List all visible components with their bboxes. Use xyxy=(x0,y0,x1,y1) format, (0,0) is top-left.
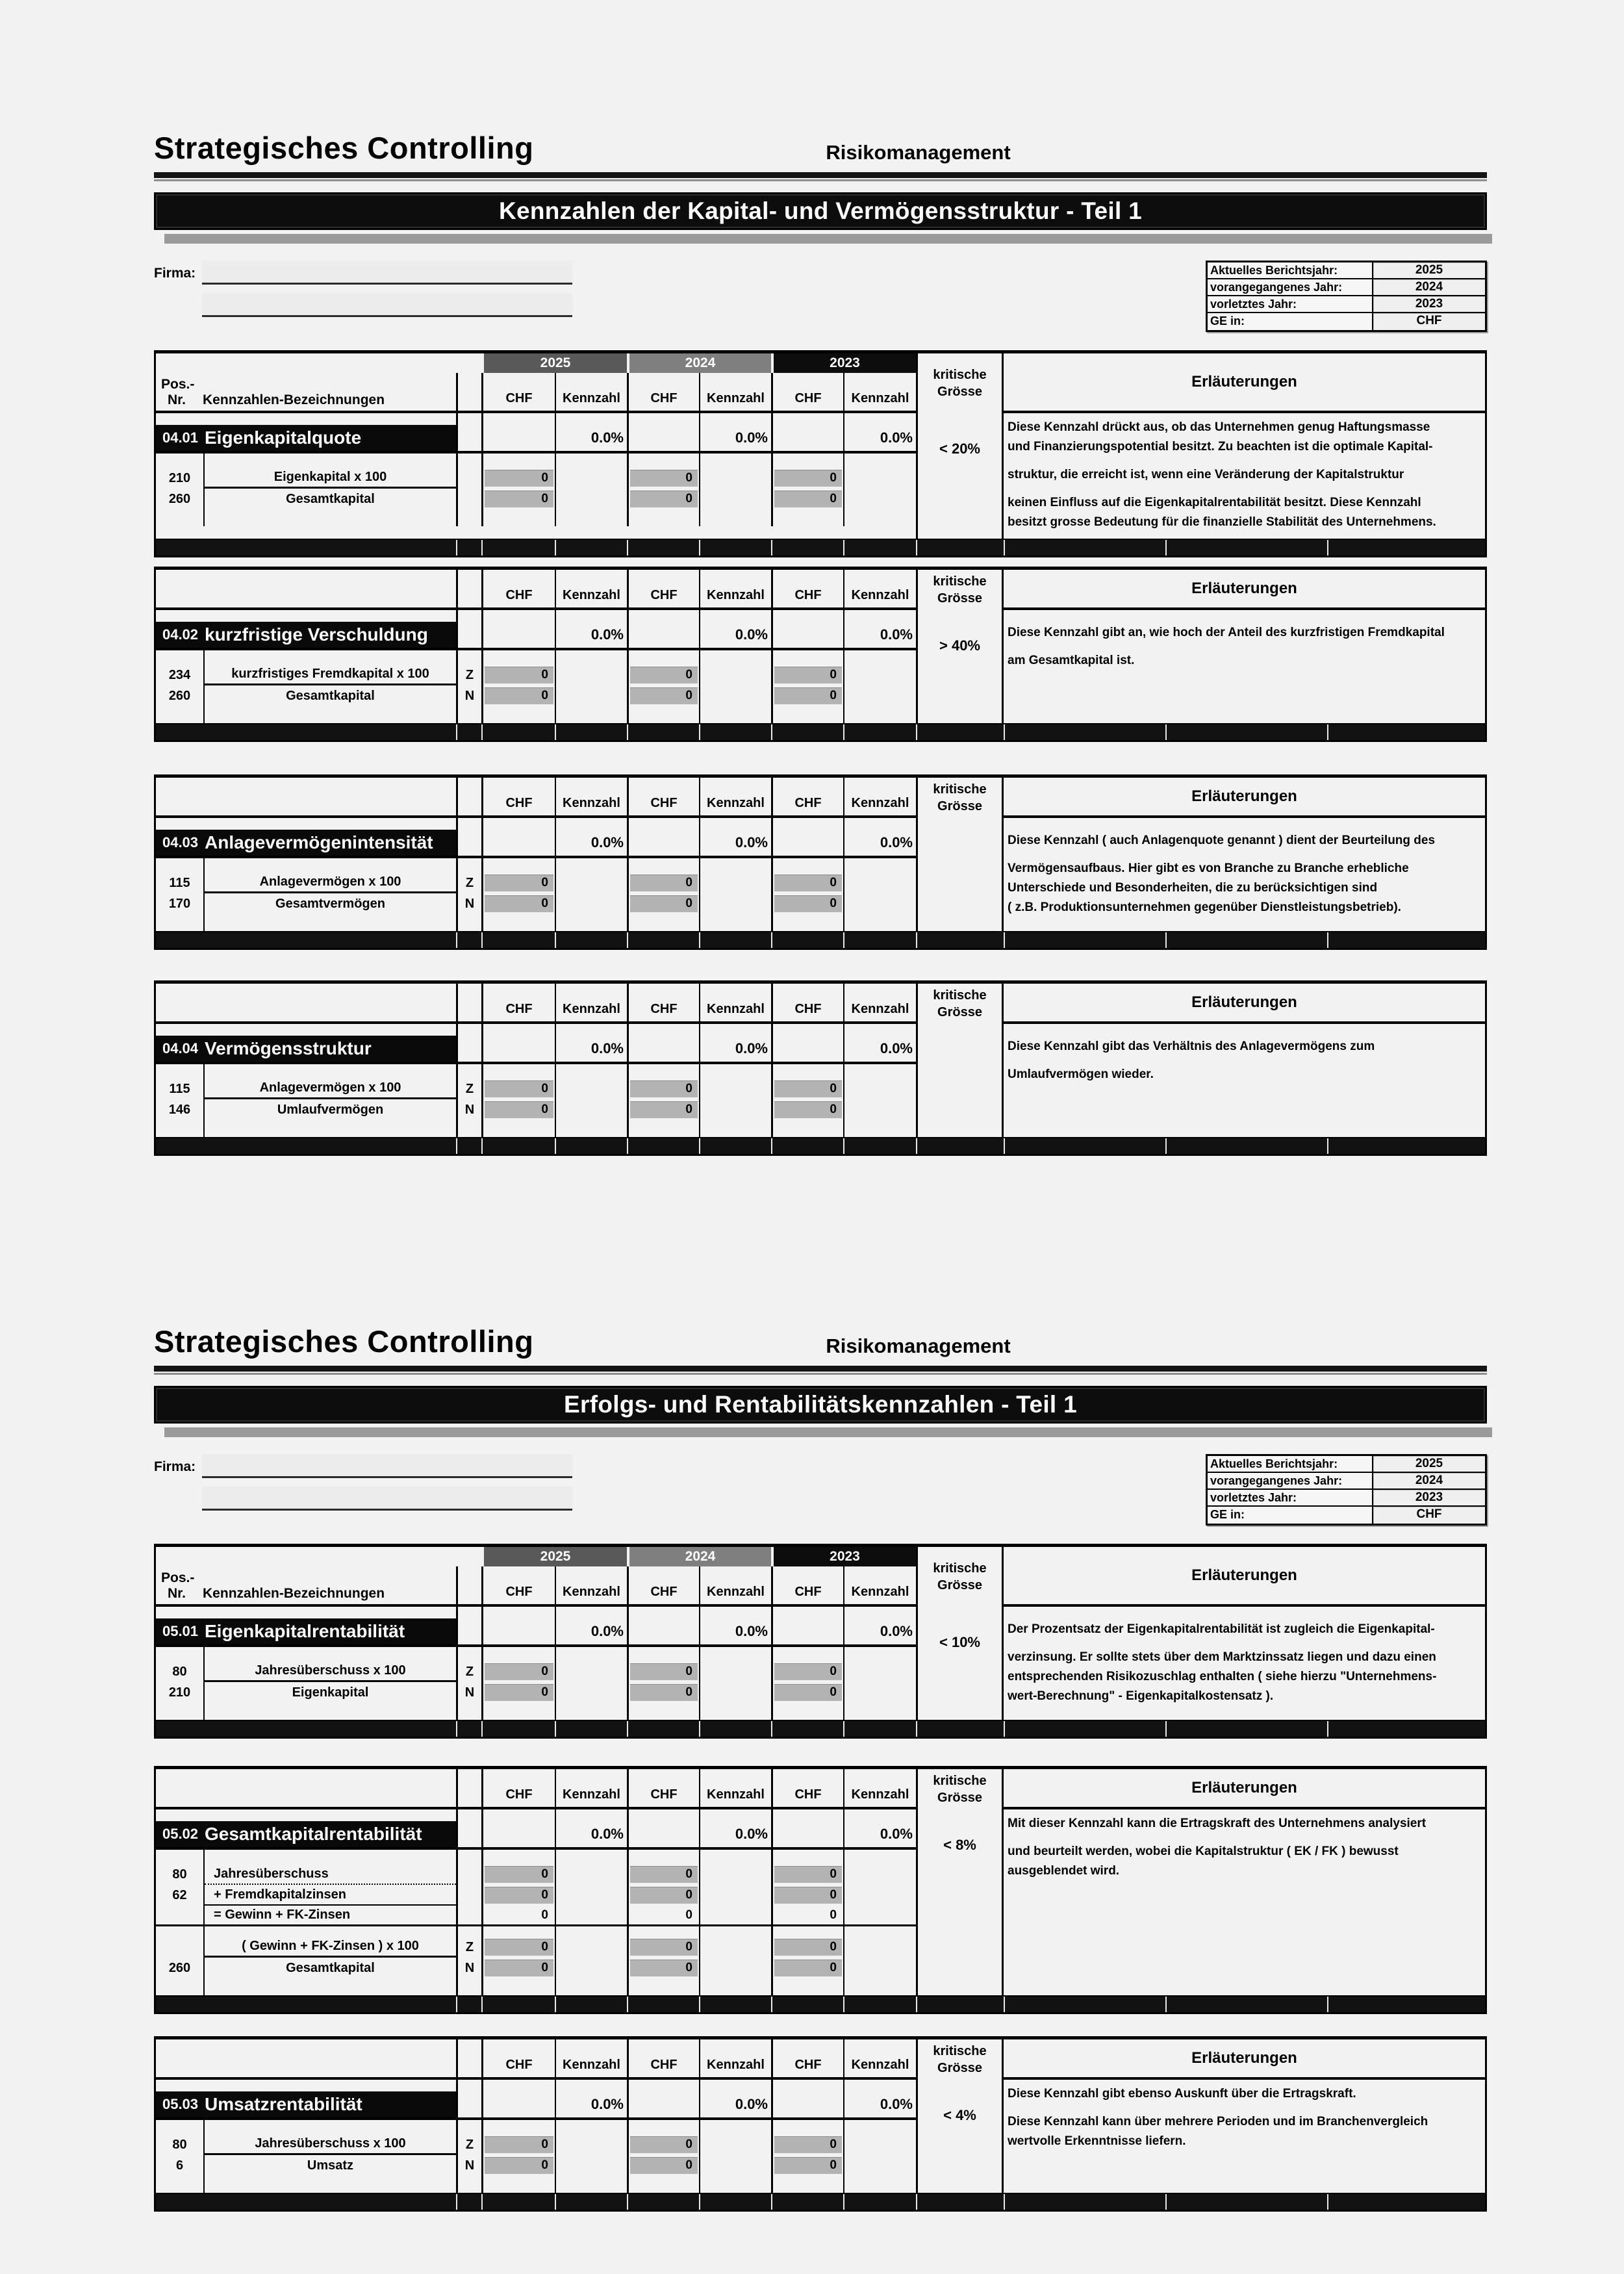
section-title-block xyxy=(156,1618,456,1644)
input-cell-2024[interactable]: 0 xyxy=(630,1939,698,1956)
section-pos: 04.04 xyxy=(162,1040,199,1056)
col-header-nr: Nr. xyxy=(168,1586,186,1601)
col-header-chf: CHF xyxy=(627,373,699,411)
col-header-chf: CHF xyxy=(627,1566,699,1604)
info-label: vorletztes Jahr: xyxy=(1208,1490,1373,1505)
row-pos: 170 xyxy=(156,893,205,914)
row-pos: 115 xyxy=(156,873,205,893)
section-04.01 xyxy=(154,350,1487,557)
col-header-kennzahl: Kennzahl xyxy=(555,778,627,815)
firma-input-line1[interactable] xyxy=(202,261,572,285)
firma-input-line2[interactable] xyxy=(202,293,572,317)
input-cell-2023[interactable]: 0 xyxy=(774,1684,842,1701)
section-title: Vermögensstruktur xyxy=(205,1038,372,1058)
col-header-chf: CHF xyxy=(481,2039,555,2077)
banner-shadow xyxy=(164,1427,1492,1437)
input-cell-2025[interactable]: 0 xyxy=(485,1663,553,1680)
zaehler-nenner-flag: N xyxy=(456,1682,481,1703)
row-pos: 62 xyxy=(156,1885,205,1906)
input-cell-2025[interactable]: 0 xyxy=(485,2157,553,2174)
page-header xyxy=(154,1323,1487,1359)
col-header-pos: Pos.- xyxy=(161,1570,195,1585)
col-header-kritische-groesse: kritische Grösse xyxy=(933,1561,987,1592)
critical-value: < 10% xyxy=(939,1634,980,1650)
kennzahl-value-2025: 0.0% xyxy=(555,2091,627,2117)
info-value[interactable]: 2024 xyxy=(1373,1473,1485,1488)
info-value[interactable]: 2024 xyxy=(1373,279,1485,295)
col-header-kennzahl: Kennzahl xyxy=(699,1769,771,1807)
zaehler-nenner-flag: Z xyxy=(456,873,481,893)
col-header-chf: CHF xyxy=(771,778,843,815)
kennzahl-value-2025: 0.0% xyxy=(555,1618,627,1644)
col-header-kennzahl: Kennzahl xyxy=(843,2039,916,2077)
col-header-chf: CHF xyxy=(771,2039,843,2077)
section-pos: 04.02 xyxy=(162,626,199,643)
col-header-chf: CHF xyxy=(627,778,699,815)
input-cell-2025[interactable]: 0 xyxy=(485,1960,553,1976)
col-header-kennzahl: Kennzahl xyxy=(843,570,916,607)
row-label: + Fremdkapitalzinsen xyxy=(205,1885,456,1906)
col-header-kritische-groesse: kritische Grösse xyxy=(933,368,987,399)
row-label: Anlagevermögen x 100 xyxy=(205,1079,456,1099)
firma-fields xyxy=(202,1454,572,1519)
row-pos: 115 xyxy=(156,1079,205,1099)
row-pos: 210 xyxy=(156,1682,205,1703)
col-header-chf: CHF xyxy=(481,373,555,411)
section-title-block xyxy=(156,1036,456,1062)
row-pos xyxy=(156,1906,205,1926)
report-year-table xyxy=(1206,261,1487,332)
col-header-nr: Nr. xyxy=(168,392,186,407)
section-04.02 xyxy=(154,567,1487,742)
input-cell-2024[interactable]: 0 xyxy=(630,667,698,683)
critical-value xyxy=(918,1024,1002,1051)
col-header-kennzahl: Kennzahl xyxy=(843,373,916,411)
col-header-kennzahl: Kennzahl xyxy=(555,1566,627,1604)
col-header-kritische-groesse: kritische Grösse xyxy=(933,782,987,813)
col-header-chf: CHF xyxy=(771,1566,843,1604)
section-title-block xyxy=(156,1821,456,1847)
col-header-kritische-groesse: kritische Grösse xyxy=(933,574,987,606)
row-pos: 6 xyxy=(156,2155,205,2176)
row-label: Umsatz xyxy=(307,2158,354,2173)
col-header-chf: CHF xyxy=(481,778,555,815)
input-cell-2023[interactable]: 0 xyxy=(774,1939,842,1956)
input-cell-2025[interactable]: 0 xyxy=(485,2136,553,2153)
kennzahl-value-2025: 0.0% xyxy=(555,425,627,451)
page-header xyxy=(154,130,1487,166)
year-band xyxy=(156,1547,916,1566)
info-label: GE in: xyxy=(1208,313,1373,330)
col-header-erlaeuterungen: Erläuterungen xyxy=(1004,353,1485,413)
input-cell-2025[interactable]: 0 xyxy=(485,875,553,891)
row-pos: 260 xyxy=(156,685,205,706)
info-value[interactable]: 2025 xyxy=(1373,262,1485,278)
info-label: vorletztes Jahr: xyxy=(1208,296,1373,312)
kennzahl-value-2023: 0.0% xyxy=(843,1821,916,1847)
app-title: Strategisches Controlling xyxy=(154,1324,534,1359)
kennzahl-value-2025: 0.0% xyxy=(555,1036,627,1062)
section-footer-bar xyxy=(156,723,1485,740)
section-title-block xyxy=(156,2091,456,2117)
zaehler-nenner-flag xyxy=(456,1885,481,1906)
module-title: Risikomanagement xyxy=(826,1335,1011,1357)
section-05.03 xyxy=(154,2036,1487,2212)
input-cell-2025[interactable]: 0 xyxy=(485,470,553,487)
report-year-row xyxy=(1208,1473,1485,1490)
info-value[interactable]: CHF xyxy=(1373,313,1485,330)
col-header-chf: CHF xyxy=(627,1769,699,1807)
section-title: Umsatzrentabilität xyxy=(205,2094,362,2114)
col-header-erlaeuterungen: Erläuterungen xyxy=(1004,1769,1485,1809)
firma-label: Firma: xyxy=(154,1459,196,1474)
input-cell-2023[interactable]: 0 xyxy=(774,1101,842,1118)
input-cell-2023[interactable]: 0 xyxy=(774,1080,842,1097)
page-kapital-vermoegensstruktur xyxy=(154,130,1487,1156)
input-cell-2023[interactable]: 0 xyxy=(774,491,842,507)
col-header-kennzahl: Kennzahl xyxy=(699,373,771,411)
section-pos: 04.03 xyxy=(162,834,199,850)
col-header-kennzahl: Kennzahl xyxy=(843,778,916,815)
kennzahl-value-2023: 0.0% xyxy=(843,1618,916,1644)
section-pos: 04.01 xyxy=(162,429,199,446)
col-header-kritische-groesse: kritische Grösse xyxy=(933,2044,987,2075)
input-cell-2025[interactable]: 0 xyxy=(485,1939,553,1956)
section-05.01 xyxy=(154,1544,1487,1739)
row-label: Gesamtkapital xyxy=(286,688,375,703)
info-value[interactable]: 2023 xyxy=(1373,296,1485,312)
col-header-erlaeuterungen: Erläuterungen xyxy=(1004,1547,1485,1607)
input-cell-2023[interactable]: 0 xyxy=(774,875,842,891)
input-cell-2024[interactable]: 0 xyxy=(630,2157,698,2174)
section-04.04 xyxy=(154,980,1487,1156)
zaehler-nenner-flag xyxy=(456,1906,481,1926)
col-header-bezeichnungen: Kennzahlen-Bezeichnungen xyxy=(203,1586,385,1601)
col-header-erlaeuterungen: Erläuterungen xyxy=(1004,2039,1485,2080)
input-cell-2024[interactable]: 0 xyxy=(630,1887,698,1904)
title-rule xyxy=(154,1366,1487,1372)
row-label: Eigenkapital xyxy=(292,1685,369,1700)
col-header-kennzahl: Kennzahl xyxy=(843,1769,916,1807)
row-label: Anlagevermögen x 100 xyxy=(205,873,456,893)
report-year-row xyxy=(1208,262,1485,279)
section-pos: 05.01 xyxy=(162,1623,199,1639)
input-cell-2024[interactable]: 0 xyxy=(630,1684,698,1701)
row-pos: 80 xyxy=(156,1661,205,1682)
critical-value: < 4% xyxy=(943,2107,976,2123)
banner-shadow xyxy=(164,234,1492,244)
input-cell-2025[interactable]: 0 xyxy=(485,667,553,683)
input-cell-2025[interactable]: 0 xyxy=(485,687,553,704)
calc-cell-2025: 0 xyxy=(541,1908,548,1922)
kennzahl-value-2023: 0.0% xyxy=(843,622,916,648)
section-title-block xyxy=(156,425,456,451)
input-cell-2025[interactable]: 0 xyxy=(485,1887,553,1904)
row-label: = Gewinn + FK-Zinsen xyxy=(205,1906,456,1926)
kennzahl-value-2024: 0.0% xyxy=(699,830,771,856)
row-label: Eigenkapital x 100 xyxy=(205,468,456,489)
col-header-chf: CHF xyxy=(481,1566,555,1604)
col-header-kennzahl: Kennzahl xyxy=(555,570,627,607)
input-cell-2024[interactable]: 0 xyxy=(630,1960,698,1976)
report-year-row xyxy=(1208,1490,1485,1507)
info-label: Aktuelles Berichtsjahr: xyxy=(1208,1456,1373,1472)
col-header-chf: CHF xyxy=(771,984,843,1021)
section-footer-bar xyxy=(156,1720,1485,1737)
report-year-row xyxy=(1208,1456,1485,1473)
section-title: kurzfristige Verschuldung xyxy=(205,624,428,645)
explanation-text: Diese Kennzahl gibt ebenso Auskunft über die Ertragskraft. Diese Kennzahl kann über mehrere Perioden und im Branchenvergleich wertvolle Erkenntnisse liefern. xyxy=(1008,2087,1428,2148)
critical-value: > 40% xyxy=(939,637,980,654)
section-pos: 05.02 xyxy=(162,1826,199,1842)
input-cell-2025[interactable]: 0 xyxy=(485,1101,553,1118)
col-header-kennzahl: Kennzahl xyxy=(555,2039,627,2077)
firma-label: Firma: xyxy=(154,266,196,281)
explanation-text: Der Prozentsatz der Eigenkapitalrentabilität ist zugleich die Eigenkapital- verzinsung. Er sollte stets über dem Marktzinssatz liegen und dazu einen entsprechenden Risikozuschlag enthalten ( siehe hierzu "Unternehmens- wert-Berechnung" - Eigenkapitalkostensatz ). xyxy=(1008,1622,1437,1703)
critical-value xyxy=(918,818,1002,845)
zaehler-nenner-flag: N xyxy=(456,893,481,914)
input-cell-2023[interactable]: 0 xyxy=(774,1960,842,1976)
sheet-banner: Kennzahlen der Kapital- und Vermögensstruktur - Teil 1 xyxy=(154,192,1487,230)
report-year-row xyxy=(1208,296,1485,313)
row-pos: 80 xyxy=(156,2134,205,2155)
row-label: Gesamtvermögen xyxy=(275,896,385,911)
title-rule xyxy=(154,172,1487,178)
input-cell-2023[interactable]: 0 xyxy=(774,2157,842,2174)
input-cell-2024[interactable]: 0 xyxy=(630,470,698,487)
info-label: vorangegangenes Jahr: xyxy=(1208,1473,1373,1488)
kennzahl-value-2024: 0.0% xyxy=(699,2091,771,2117)
section-footer-bar xyxy=(156,2193,1485,2210)
input-cell-2025[interactable]: 0 xyxy=(485,1080,553,1097)
input-cell-2023[interactable]: 0 xyxy=(774,895,842,912)
row-pos: 146 xyxy=(156,1099,205,1120)
kennzahl-value-2024: 0.0% xyxy=(699,1618,771,1644)
calc-cell-2023: 0 xyxy=(830,1908,837,1922)
row-pos: 260 xyxy=(156,489,205,509)
row-label: Gesamtkapital xyxy=(286,491,375,506)
info-value[interactable]: 2025 xyxy=(1373,1456,1485,1472)
col-header-chf: CHF xyxy=(627,984,699,1021)
col-header-chf: CHF xyxy=(627,2039,699,2077)
row-label: Jahresüberschuss x 100 xyxy=(205,1661,456,1682)
report-year-row xyxy=(1208,313,1485,330)
info-label: GE in: xyxy=(1208,1507,1373,1524)
zaehler-nenner-flag: Z xyxy=(456,2134,481,2155)
module-title: Risikomanagement xyxy=(826,141,1011,164)
year-band-2024: 2024 xyxy=(627,1547,771,1566)
row-label: Gesamtkapital xyxy=(286,1960,375,1975)
calc-cell-2024: 0 xyxy=(685,1908,692,1922)
firma-block xyxy=(154,261,572,326)
col-header-kennzahl: Kennzahl xyxy=(555,373,627,411)
zaehler-nenner-flag xyxy=(456,468,481,489)
col-header-kennzahl: Kennzahl xyxy=(699,2039,771,2077)
col-header-bezeichnungen: Kennzahlen-Bezeichnungen xyxy=(203,392,385,407)
row-label: Jahresüberschuss x 100 xyxy=(205,2134,456,2155)
section-title: Eigenkapitalrentabilität xyxy=(205,1621,405,1641)
info-value[interactable]: CHF xyxy=(1373,1507,1485,1524)
zaehler-nenner-flag: N xyxy=(456,2155,481,2176)
explanation-text: Mit dieser Kennzahl kann die Ertragskraft des Unternehmens analysiert und beurteilt werden, wobei die Kapitalstruktur ( EK / FK ) bewusst ausgeblendet wird. xyxy=(1008,1817,1427,1878)
input-cell-2023[interactable]: 0 xyxy=(774,1663,842,1680)
year-band-2023: 2023 xyxy=(771,353,916,373)
input-cell-2023[interactable]: 0 xyxy=(774,2136,842,2153)
input-cell-2024[interactable]: 0 xyxy=(630,1866,698,1883)
row-pos: 234 xyxy=(156,665,205,685)
input-cell-2025[interactable]: 0 xyxy=(485,1866,553,1883)
page-erfolgs-rentabilitaetskennzahlen xyxy=(154,1323,1487,2212)
row-label: Jahresüberschuss xyxy=(205,1864,456,1885)
col-header-chf: CHF xyxy=(771,373,843,411)
explanation-text: Diese Kennzahl gibt an, wie hoch der Anteil des kurzfristigen Fremdkapital am Gesamtkapital ist. xyxy=(1008,626,1445,667)
section-04.03 xyxy=(154,774,1487,950)
kennzahl-value-2024: 0.0% xyxy=(699,425,771,451)
zaehler-nenner-flag: N xyxy=(456,1958,481,1978)
col-header-pos: Pos.- xyxy=(161,377,195,392)
firma-fields xyxy=(202,261,572,326)
col-header-kritische-groesse: kritische Grösse xyxy=(933,1774,987,1805)
kennzahl-value-2023: 0.0% xyxy=(843,830,916,856)
kennzahl-value-2023: 0.0% xyxy=(843,1036,916,1062)
zaehler-nenner-flag: Z xyxy=(456,1661,481,1682)
col-header-kennzahl: Kennzahl xyxy=(555,984,627,1021)
year-band-2023: 2023 xyxy=(771,1547,916,1566)
col-header-kritische-groesse: kritische Grösse xyxy=(933,988,987,1019)
row-pos: 80 xyxy=(156,1864,205,1885)
row-label: kurzfristiges Fremdkapital x 100 xyxy=(205,665,456,685)
section-title: Anlagevermögenintensität xyxy=(205,832,433,852)
kennzahl-value-2025: 0.0% xyxy=(555,1821,627,1847)
section-footer-bar xyxy=(156,539,1485,556)
critical-value: < 8% xyxy=(943,1837,976,1853)
col-header-kennzahl: Kennzahl xyxy=(699,778,771,815)
col-header-kennzahl: Kennzahl xyxy=(843,1566,916,1604)
explanation-text: Diese Kennzahl gibt das Verhältnis des Anlagevermögens zum Umlaufvermögen wieder. xyxy=(1008,1040,1375,1081)
year-band-2024: 2024 xyxy=(627,353,771,373)
col-header-chf: CHF xyxy=(481,984,555,1021)
zaehler-nenner-flag xyxy=(456,1864,481,1885)
info-label: vorangegangenes Jahr: xyxy=(1208,279,1373,295)
kennzahl-value-2024: 0.0% xyxy=(699,622,771,648)
input-cell-2024[interactable]: 0 xyxy=(630,1080,698,1097)
explanation-text: Diese Kennzahl drückt aus, ob das Unternehmen genug Haftungsmasse und Finanzierungspotential besitzt. Zu beachten ist die optimale Kapital- struktur, die erreicht ist, wenn eine Veränderung der Kapitalstruktur keinen Einfluss auf die Eigenkapitalrentabilität besitzt. Diese Kennzahl besitzt grosse Bedeutung für die finanzielle Stabilität des Unternehmens. xyxy=(1008,420,1436,529)
sheet-banner: Erfolgs- und Rentabilitätskennzahlen - Teil 1 xyxy=(154,1386,1487,1424)
section-title-block xyxy=(156,622,456,648)
section-pos: 05.03 xyxy=(162,2096,199,2112)
meta-row xyxy=(154,1454,1487,1526)
kennzahl-value-2025: 0.0% xyxy=(555,830,627,856)
section-title: Eigenkapitalquote xyxy=(205,428,362,448)
input-cell-2024[interactable]: 0 xyxy=(630,687,698,704)
col-header-chf: CHF xyxy=(481,570,555,607)
section-footer-bar xyxy=(156,1995,1485,2012)
zaehler-nenner-flag: N xyxy=(456,685,481,706)
input-cell-2024[interactable]: 0 xyxy=(630,2136,698,2153)
input-cell-2024[interactable]: 0 xyxy=(630,491,698,507)
explanation-text: Diese Kennzahl ( auch Anlagenquote genannt ) dient der Beurteilung des Vermögensaufbaus. Hier gibt es von Branche zu Branche erhebliche Unterschiede und Besonderheiten, die zu berücksichtigen sind ( z.B. Produktionsunternehmen gegenüber Dienstleistungsbetrieb). xyxy=(1008,834,1436,914)
section-title: Gesamtkapitalrentabilität xyxy=(205,1824,422,1844)
section-footer-bar xyxy=(156,1137,1485,1154)
kennzahl-value-2024: 0.0% xyxy=(699,1821,771,1847)
row-pos: 210 xyxy=(156,468,205,489)
col-header-kennzahl: Kennzahl xyxy=(699,570,771,607)
zaehler-nenner-flag: Z xyxy=(456,1079,481,1099)
meta-row xyxy=(154,261,1487,332)
input-cell-2025[interactable]: 0 xyxy=(485,491,553,507)
kennzahl-value-2023: 0.0% xyxy=(843,425,916,451)
col-header-kennzahl: Kennzahl xyxy=(699,984,771,1021)
input-cell-2023[interactable]: 0 xyxy=(774,1887,842,1904)
firma-input-line1[interactable] xyxy=(202,1454,572,1478)
input-cell-2024[interactable]: 0 xyxy=(630,875,698,891)
col-header-chf: CHF xyxy=(627,570,699,607)
report-year-row xyxy=(1208,1507,1485,1524)
input-cell-2025[interactable]: 0 xyxy=(485,895,553,912)
input-cell-2024[interactable]: 0 xyxy=(630,1101,698,1118)
section-05.02 xyxy=(154,1766,1487,2014)
kennzahl-value-2025: 0.0% xyxy=(555,622,627,648)
report-year-table xyxy=(1206,1454,1487,1526)
zaehler-nenner-flag: N xyxy=(456,1099,481,1120)
section-title-block xyxy=(156,830,456,856)
col-header-chf: CHF xyxy=(771,1769,843,1807)
year-band xyxy=(156,353,916,373)
col-header-kennzahl: Kennzahl xyxy=(699,1566,771,1604)
title-rule-shadow xyxy=(154,1373,1487,1375)
col-header-chf: CHF xyxy=(771,570,843,607)
input-cell-2023[interactable]: 0 xyxy=(774,687,842,704)
row-pos xyxy=(156,1937,205,1958)
input-cell-2023[interactable]: 0 xyxy=(774,470,842,487)
zaehler-nenner-flag: Z xyxy=(456,665,481,685)
input-cell-2024[interactable]: 0 xyxy=(630,895,698,912)
input-cell-2023[interactable]: 0 xyxy=(774,667,842,683)
col-header-erlaeuterungen: Erläuterungen xyxy=(1004,570,1485,610)
row-label: ( Gewinn + FK-Zinsen ) x 100 xyxy=(205,1937,456,1958)
zaehler-nenner-flag: Z xyxy=(456,1937,481,1958)
input-cell-2024[interactable]: 0 xyxy=(630,1663,698,1680)
kennzahl-value-2023: 0.0% xyxy=(843,2091,916,2117)
col-header-erlaeuterungen: Erläuterungen xyxy=(1004,984,1485,1024)
zaehler-nenner-flag xyxy=(456,489,481,509)
kennzahl-value-2024: 0.0% xyxy=(699,1036,771,1062)
input-cell-2025[interactable]: 0 xyxy=(485,1684,553,1701)
year-band-2025: 2025 xyxy=(481,1547,627,1566)
col-header-kennzahl: Kennzahl xyxy=(555,1769,627,1807)
info-value[interactable]: 2023 xyxy=(1373,1490,1485,1505)
row-pos: 260 xyxy=(156,1958,205,1978)
input-cell-2023[interactable]: 0 xyxy=(774,1866,842,1883)
report-year-row xyxy=(1208,279,1485,296)
col-header-kennzahl: Kennzahl xyxy=(843,984,916,1021)
firma-input-line2[interactable] xyxy=(202,1487,572,1511)
info-label: Aktuelles Berichtsjahr: xyxy=(1208,262,1373,278)
col-header-erlaeuterungen: Erläuterungen xyxy=(1004,778,1485,818)
app-title: Strategisches Controlling xyxy=(154,131,534,165)
title-rule-shadow xyxy=(154,179,1487,181)
row-label: Umlaufvermögen xyxy=(277,1102,384,1117)
year-band-2025: 2025 xyxy=(481,353,627,373)
col-header-chf: CHF xyxy=(481,1769,555,1807)
section-footer-bar xyxy=(156,931,1485,948)
firma-block xyxy=(154,1454,572,1519)
critical-value: < 20% xyxy=(939,441,980,457)
